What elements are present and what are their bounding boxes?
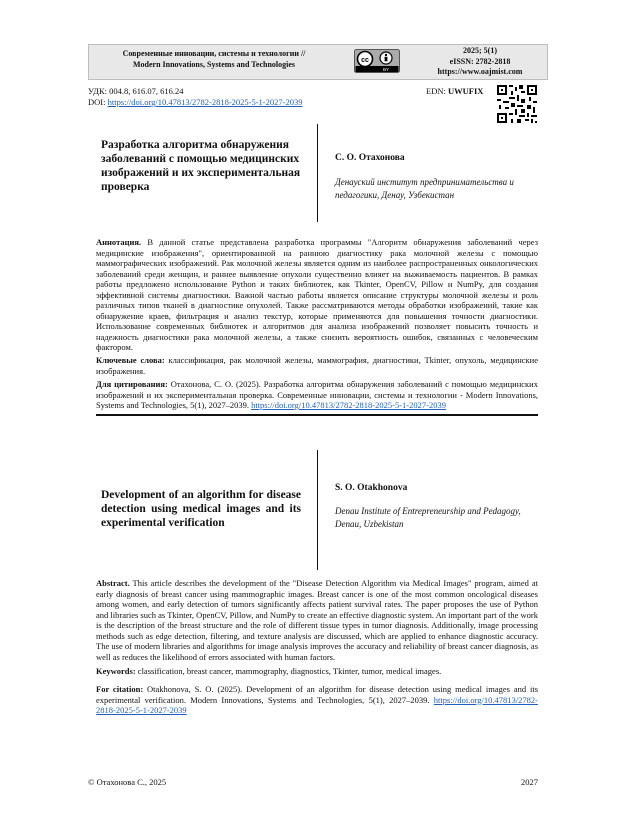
citation-link-en[interactable]: https://doi.org/10.47813/2782-2818-2025-5-1-2027-2039: [96, 694, 538, 715]
abstract-en: [96, 578, 538, 662]
citation-link-ru[interactable]: https://doi.org/10.47813/2782-2818-2025-5-1-2027-2039: [251, 400, 446, 410]
doi-link[interactable]: https://doi.org/10.47813/2782-2818-2025-5-1-2027-2039: [107, 97, 303, 107]
citation-label-ru: Для цитирования:: [96, 379, 168, 389]
keywords-ru: [96, 355, 538, 376]
journal-name: [89, 48, 339, 70]
abstract-text-en: This article describes the development of the "Disease Detection Algorithm via Medical Images" program, aimed at early diagnosis of breast cancer using mammographic images. Breast cancer is one of the most common oncological diseases among women, and early detection of tumors significantly affects patient survival rates. The paper proposes the use of Python and libraries such as Tkinter, OpenCV, Pillow, and NumPy to create an effective diagnostic system. An important part of the work is the description of the breast structure and the role of different tissue types in tumor diagnosis. Additionally, image processing methods such as edge detection, filtering, and texture analysis are discussed, which are applied to enhance diagnostic accuracy. The use of modern libraries and algorithms for image analysis improves the accuracy and reliability of breast cancer diagnosis, as well as reduces the likelihood of errors associated with human factors.: [96, 578, 538, 662]
citation-label-en: For citation:: [96, 684, 144, 694]
affiliation-ru: Денауский институт предпринимательства и педагогики, Денау, Узбекистан: [335, 177, 514, 200]
page-number: 2027: [521, 777, 538, 787]
abstract-label-ru: Аннотация.: [96, 237, 142, 247]
citation-text-en: Otakhonova, S. O. (2025). Development of an algorithm for disease detection using medical images and its experimental verification. Modern Innovations, Systems and Technologies, 5(1), 2027–2039.: [96, 684, 538, 705]
abstract-ru: [96, 237, 538, 353]
edn-line: [426, 86, 483, 97]
title-divider-en: [317, 450, 318, 570]
by-person-body: [385, 57, 388, 62]
journal-name-ru: Современные инновации, системы и технологии //: [122, 49, 306, 58]
journal-header: [88, 44, 548, 80]
article-title-ru: Разработка алгоритма обнаружения заболеваний с помощью медицинских изображений и их экспериментальная проверка: [101, 139, 301, 193]
citation-ru: [96, 379, 538, 411]
cc-glyph: cc: [361, 56, 369, 64]
author-en: S. O. Otakhonova: [335, 483, 408, 493]
article-title-en: Development of an algorithm for disease detection using medical images and its experimental verification: [101, 489, 301, 529]
abstract-text-ru: В данной статье представлена разработка программы "Алгоритм обнаружения заболеваний через медицинские изображения", ориентированной на раннюю диагностику рака молочной железы с помощью маммографических изображений. Рак молочной железы является одним из наиболее распространенных онкологических заболеваний среди женщин, и раннее выявление опухоли существенно влияет на выживаемость пациентов. В рамках работы предложено использование Python и таких библиотек, как Tkinter, OpenCV, Pillow и NumPy, для создания эффективной системы диагностики. Важной частью работы является описание структуры молочной железы и роль различных типов тканей в диагностике опухолей. Также рассматриваются методы обработки изображений, такие как обнаружение краев, фильтрация и анализ текстур, которые применяются для повышения точности диагностики. Использование современных библиотек и алгоритмов для анализа изображений позволяет повысить точность и надежность диагностики рака молочной железы, а также снизить вероятность ошибок, связанных с человеческим фактором.: [96, 237, 538, 352]
journal-url[interactable]: https://www.oajmist.com: [437, 67, 523, 76]
cc-by-license-icon[interactable]: [354, 49, 400, 73]
keywords-text-ru: классификация, рак молочной железы, маммография, диагностики, Tkinter, опухоль, медицинские изображения.: [96, 355, 539, 376]
footer-copyright: © Отахонова С., 2025: [88, 777, 167, 787]
doi-line: [88, 97, 302, 108]
keywords-text-en: classification, breast cancer, mammography, diagnostics, Tkinter, tumor, medical images.: [135, 666, 442, 676]
keywords-label-ru: Ключевые слова:: [96, 355, 165, 365]
title-divider-ru: [317, 124, 318, 222]
citation-en: [96, 684, 538, 716]
citation-text-ru: Отахонова, С. О. (2025). Разработка алгоритма обнаружения заболеваний с помощью медицинских изображений и их экспериментальная проверка. Современные инновации, системы и технологии - Modern Innovations, Systems and Technologies, 5(1), 2027–2039.: [96, 379, 538, 410]
journal-eissn: eISSN: 2782-2818: [449, 56, 511, 66]
edn-label: EDN:: [426, 86, 448, 96]
by-person-head: [385, 54, 387, 56]
abstract-label-en: Abstract.: [96, 578, 130, 588]
by-label: BY: [382, 67, 390, 72]
journal-issue-info: [415, 46, 545, 78]
journal-name-en: Modern Innovations, Systems and Technologies: [132, 60, 296, 69]
author-ru: С. О. Отахонова: [335, 153, 405, 163]
keywords-label-en: Keywords:: [96, 666, 136, 676]
udc: УДК: 004.8, 616.07, 616.24: [88, 86, 184, 96]
keywords-en: [96, 666, 538, 677]
section-divider: [96, 414, 538, 416]
edn-value: UWUFIX: [447, 86, 484, 96]
qr-code-icon[interactable]: [497, 85, 537, 123]
doi-label: DOI:: [88, 97, 108, 107]
journal-volume: 2025; 5(1): [463, 46, 497, 55]
affiliation-en: Denau Institute of Entrepreneurship and Pedagogy, Denau, Uzbekistan: [335, 506, 521, 529]
